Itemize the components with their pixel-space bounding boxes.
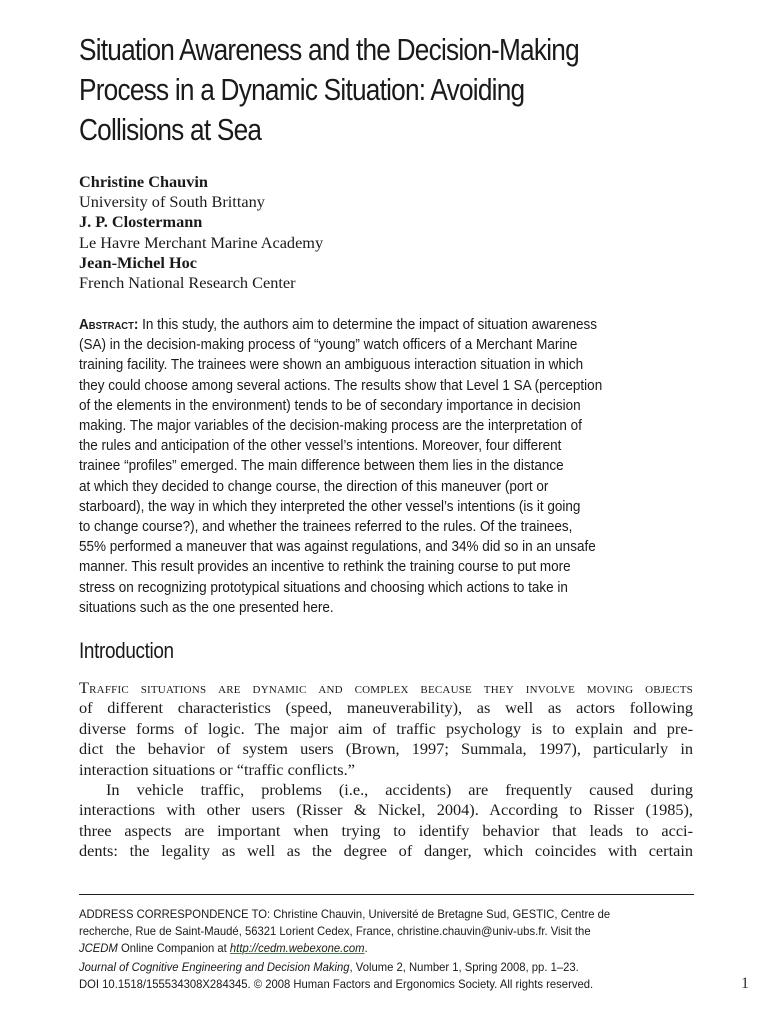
abstract-line: of the elements in the environment) tends to be of secondary importance in decision (79, 397, 581, 414)
abstract-line: 55% performed a maneuver that was against regulations, and 34% did so in an unsafe (79, 539, 596, 556)
abstract-line: they could choose among several actions. The results show that Level 1 SA (perception (79, 377, 603, 394)
abstract-line (79, 315, 657, 335)
article-title (79, 30, 629, 150)
author-name: Jean-Michel Hoc (79, 252, 198, 272)
intro-line: three aspects are important when trying to identify behavior that leads to acci- (79, 820, 693, 840)
author-affiliation: Le Havre Merchant Marine Academy (79, 232, 324, 252)
abstract-line: starboard), the way in which they interpreted the other vessel’s intentions (is it going (79, 498, 581, 515)
author-name: Christine Chauvin (79, 172, 208, 191)
author-block (79, 172, 323, 293)
abstract-line: (SA) in the decision-making process of “young” watch officers of a Merchant Marine (79, 337, 578, 354)
correspondence-text: Online Companion at (117, 940, 230, 955)
intro-line: interactions with other users (Risser & Nickel, 2004). According to Risser (1985), (79, 800, 693, 820)
abstract-label: Abstract: (79, 317, 139, 333)
abstract-line: situations such as the one presented here. (79, 599, 334, 616)
abstract-line: stress on recognizing prototypical situations and choosing which actions to take in (79, 579, 568, 596)
intro-line: In vehicle traffic, problems (i.e., accidents) are frequently caused during (106, 780, 693, 800)
footnote-block (79, 906, 666, 993)
correspondence-line: ADDRESS CORRESPONDENCE TO: Christine Chauvin, Université de Bretagne Sud, GESTIC, Centre de (79, 907, 611, 921)
title-line-1: Situation Awareness and the Decision-Making (79, 33, 579, 67)
abstract (79, 315, 657, 618)
title-line-2: Process in a Dynamic Situation: Avoiding (79, 73, 525, 107)
intro-line: interaction situations or “traffic conflicts.” (79, 759, 355, 779)
citation-line (79, 959, 666, 976)
journal-abbrev: JCEDM (79, 940, 118, 955)
correspondence-line (79, 940, 666, 957)
abstract-line: making. The major variables of the decision-making process are the interpretation of (79, 418, 582, 435)
journal-name: Journal of Cognitive Engineering and Decision Making (79, 960, 350, 975)
author-affiliation: University of South Brittany (79, 192, 265, 212)
author-affiliation: French National Research Center (79, 273, 296, 293)
intro-line: of different characteristics (speed, maneuverability), as well as actors following (79, 698, 693, 718)
abstract-line: trainee “profiles” emerged. The main difference between them lies in the distance (79, 458, 564, 475)
companion-link[interactable]: http://cedm.webexone.com (229, 940, 365, 955)
footnote-divider (79, 894, 694, 895)
section-heading-introduction: Introduction (79, 638, 174, 663)
intro-line (79, 678, 693, 698)
intro-line: diverse forms of logic. The major aim of traffic psychology is to explain and pre- (79, 718, 693, 738)
correspondence-end: . (364, 940, 368, 955)
intro-line: dict the behavior of system users (Brown, 1997; Summala, 1997), particularly in (79, 739, 693, 759)
abstract-line: the rules and anticipation of the other vessel’s intentions. Moreover, four different (79, 438, 562, 455)
title-line-3: Collisions at Sea (79, 113, 262, 147)
abstract-line: manner. This result provides an incentive to rethink the training course to put more (79, 559, 571, 576)
doi-line: DOI 10.1518/155534308X284345. © 2008 Human Factors and Ergonomics Society. All rights reserved. (79, 977, 594, 992)
abstract-line: to change course?), and whether the trainees referred to the rules. Of the trainees, (79, 519, 573, 536)
abstract-line: at which they decided to change course, the direction of this maneuver (port or (79, 478, 549, 495)
introduction-body (79, 678, 693, 862)
correspondence-line: recherche, Rue de Saint-Maudé, 56321 Lorient Cedex, France, christine.chauvin@univ-ubs.fr. Visit the (79, 923, 591, 938)
author-name: J. P. Clostermann (79, 212, 203, 232)
abstract-line-text: In this study, the authors aim to determine the impact of situation awareness (138, 317, 598, 333)
intro-line: dents: the legality as well as the degree of danger, which coincides with certain (79, 841, 693, 861)
abstract-line: training facility. The trainees were shown an ambiguous interaction situation in which (79, 357, 584, 374)
citation-details: , Volume 2, Number 1, Spring 2008, pp. 1–23. (349, 960, 579, 975)
intro-lead-in: Traffic situations are dynamic and complex because they involve moving objects (79, 678, 693, 697)
page-number: 1 (741, 975, 749, 992)
